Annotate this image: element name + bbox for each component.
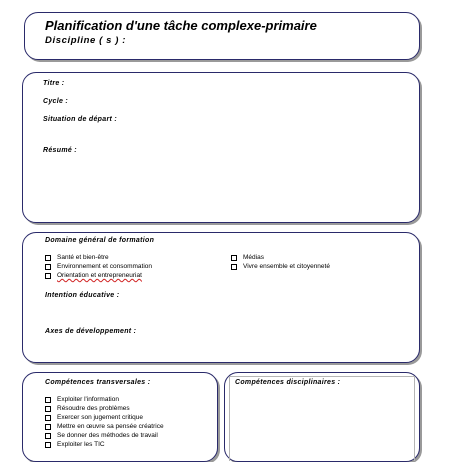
checkbox-row[interactable] xyxy=(45,262,152,271)
checkbox-row[interactable] xyxy=(45,404,164,413)
discipline-label: Discipline ( s ) : xyxy=(45,35,127,46)
domaine-box xyxy=(22,232,420,363)
checkbox-label: Mettre en œuvre sa pensée créatrice xyxy=(57,423,164,430)
checkbox-label: Orientation et entrepreneuriat xyxy=(57,272,142,279)
checkbox-label: Résoudre des problèmes xyxy=(57,405,130,412)
checkbox[interactable] xyxy=(45,264,51,270)
checkbox-label: Médias xyxy=(243,254,264,261)
checkbox-row[interactable] xyxy=(45,253,152,262)
page-title: Planification d'une tâche complexe-primaire xyxy=(45,18,317,33)
checkbox-row[interactable] xyxy=(45,395,164,404)
intention-label: Intention éducative : xyxy=(45,292,120,299)
checkbox-row[interactable] xyxy=(45,431,164,440)
domaine-heading: Domaine général de formation xyxy=(45,237,155,244)
header-box xyxy=(24,12,420,60)
task-info-box xyxy=(22,72,420,223)
checkbox-row[interactable] xyxy=(45,271,152,280)
transversales-heading: Compétences transversales : xyxy=(45,379,151,386)
domaine-col2 xyxy=(231,253,330,271)
checkbox-row[interactable] xyxy=(45,422,164,431)
titre-label: Titre : xyxy=(43,80,65,87)
checkbox-label: Exercer son jugement critique xyxy=(57,414,143,421)
disciplinaires-heading: Compétences disciplinaires : xyxy=(235,379,341,386)
situation-label: Situation de départ : xyxy=(43,116,117,123)
axes-label: Axes de développement : xyxy=(45,328,137,335)
checkbox[interactable] xyxy=(45,273,51,279)
checkbox-label: Santé et bien-être xyxy=(57,254,109,261)
checkbox[interactable] xyxy=(45,433,51,439)
checkbox[interactable] xyxy=(231,264,237,270)
checkbox[interactable] xyxy=(45,255,51,261)
checkbox-label: Se donner des méthodes de travail xyxy=(57,432,158,439)
checkbox-row[interactable] xyxy=(45,440,164,449)
checkbox[interactable] xyxy=(45,442,51,448)
disciplinaires-frame xyxy=(229,376,415,461)
checkbox[interactable] xyxy=(231,255,237,261)
domaine-col1 xyxy=(45,253,152,280)
resume-label: Résumé : xyxy=(43,147,77,154)
checkbox-row[interactable] xyxy=(231,253,330,262)
checkbox-label: Environnement et consommation xyxy=(57,263,153,270)
checkbox-label: Exploiter les TIC xyxy=(57,441,105,448)
checkbox-row[interactable] xyxy=(231,262,330,271)
checkbox[interactable] xyxy=(45,415,51,421)
checkbox-label: Exploiter l'information xyxy=(57,396,119,403)
checkbox-row[interactable] xyxy=(45,413,164,422)
checkbox[interactable] xyxy=(45,424,51,430)
checkbox[interactable] xyxy=(45,397,51,403)
checkbox-label: Vivre ensemble et citoyenneté xyxy=(243,263,330,270)
cycle-label: Cycle : xyxy=(43,98,69,105)
checkbox[interactable] xyxy=(45,406,51,412)
transversales-list xyxy=(45,395,164,449)
